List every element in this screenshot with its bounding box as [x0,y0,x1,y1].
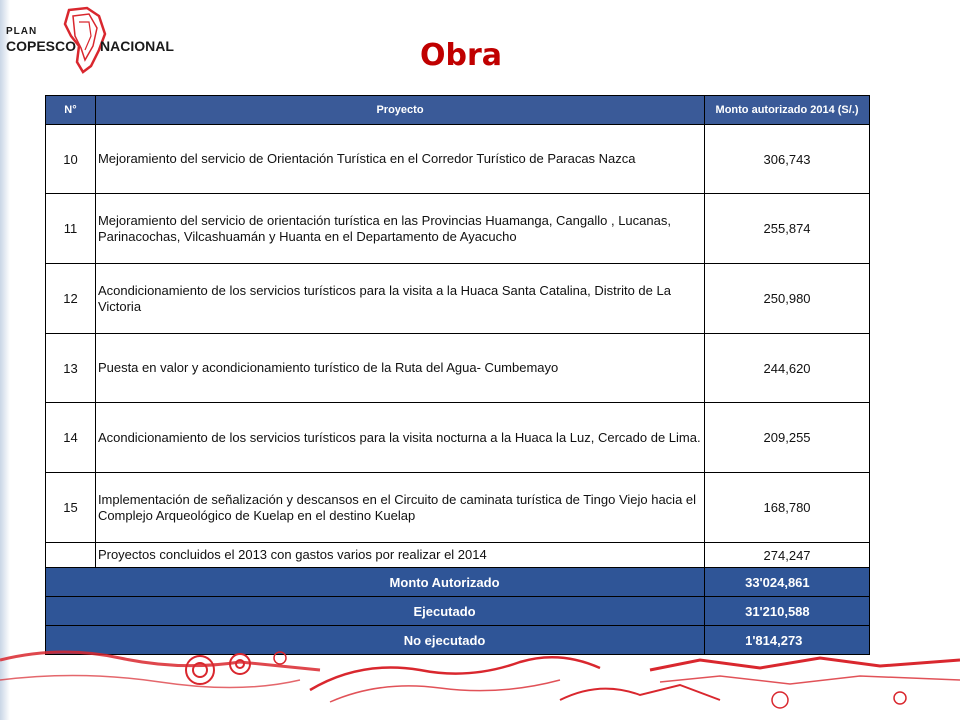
row-num: 10 [46,125,96,194]
row-amount: 255,874 [705,194,870,264]
summary-value: 1'814,273 [705,626,870,655]
row-project: Acondicionamiento de los servicios turísticos para la visita nocturna a la Huaca la Luz, Cercado de Lima. [95,403,704,473]
table-row [46,473,870,543]
row-amount: 250,980 [705,264,870,334]
table-row [46,334,870,403]
row-amount: 244,620 [705,334,870,403]
table-row [46,194,870,264]
logo-nacional-text: NACIONAL [100,38,174,54]
projects-table [45,95,870,655]
row-amount: 209,255 [705,403,870,473]
summary-row-authorized [46,568,870,597]
header-num: N° [46,96,96,125]
table-row [46,403,870,473]
row-project: Acondicionamiento de los servicios turísticos para la visita a la Huaca Santa Catalina, Distrito de La Victoria [95,264,704,334]
table-row [46,125,870,194]
row-num: 15 [46,473,96,543]
decorative-swirl-border [0,640,960,720]
summary-label: Ejecutado [46,597,705,626]
table-row-extra [46,543,870,568]
row-amount: 168,780 [705,473,870,543]
row-num: 12 [46,264,96,334]
row-project: Implementación de señalización y descansos en el Circuito de caminata turística de Tingo Viejo hacia el Complejo Arqueológico de Kuelap en el destino Kuelap [95,473,704,543]
row-num-empty [46,543,96,568]
row-num: 11 [46,194,96,264]
summary-value: 33'024,861 [705,568,870,597]
row-project: Proyectos concluidos el 2013 con gastos varios por realizar el 2014 [95,543,704,568]
row-project: Puesta en valor y acondicionamiento turístico de la Ruta del Agua- Cumbemayo [95,334,704,403]
header-amount: Monto autorizado 2014 (S/.) [705,96,870,125]
header-project: Proyecto [95,96,704,125]
summary-label: No ejecutado [46,626,705,655]
row-num: 14 [46,403,96,473]
row-project: Mejoramiento del servicio de Orientación Turística en el Corredor Turístico de Paracas Nazca [95,125,704,194]
summary-value: 31'210,588 [705,597,870,626]
row-project: Mejoramiento del servicio de orientación turística en las Provincias Huamanga, Cangallo , Lucanas, Parinacochas, Vilcashuamán y Huanta en el Departamento de Ayacucho [95,194,704,264]
table-row [46,264,870,334]
left-edge-gradient [0,0,10,720]
logo-copesco-text: COPESCO [6,38,77,54]
summary-label: Monto Autorizado [46,568,705,597]
logo-plan-text: PLAN [6,26,38,37]
summary-row-executed [46,597,870,626]
table-header-row [46,96,870,125]
row-amount: 306,743 [705,125,870,194]
row-amount: 274,247 [705,543,870,568]
row-num: 13 [46,334,96,403]
page-title: Obra [419,38,503,73]
